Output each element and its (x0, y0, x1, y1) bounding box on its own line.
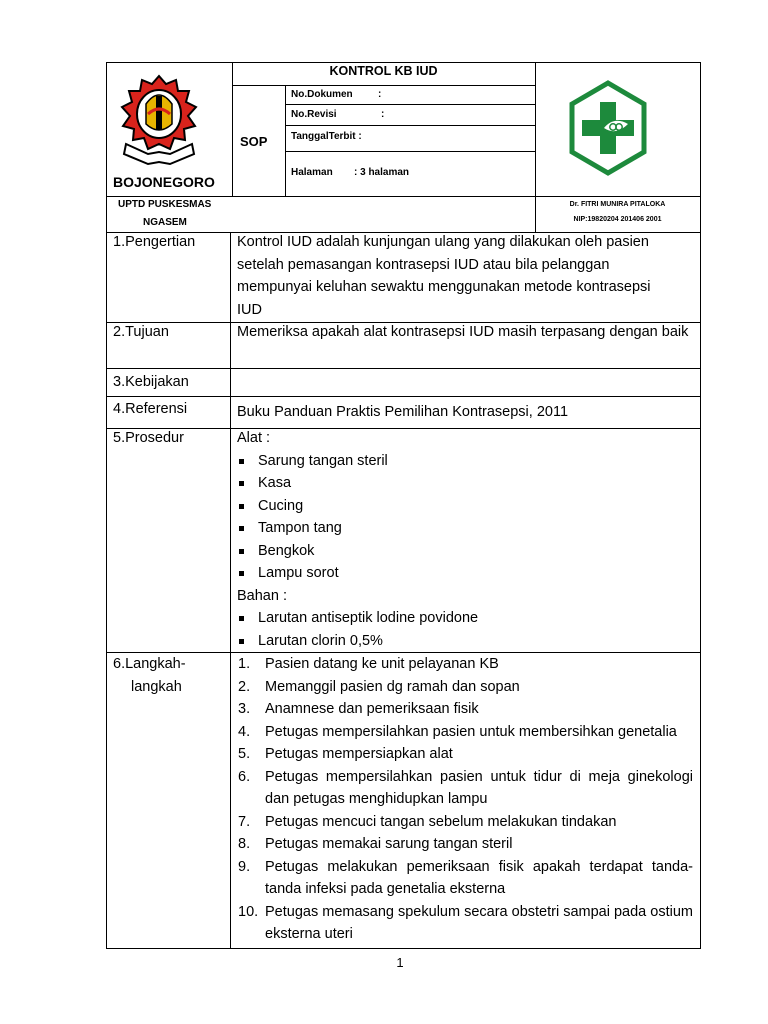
doc-field-tanggal (291, 131, 362, 142)
step-text: Petugas mempersilahkan pasien untuk membersihkan genetalia (265, 723, 677, 740)
step-item (238, 766, 693, 811)
doc-field-nodokumen (291, 89, 382, 100)
alat-item: Kasa (237, 472, 687, 495)
unit-name-line1: UPTD PUSKESMAS (118, 199, 212, 210)
step-item (238, 698, 693, 721)
doc-field-label: No.Dokumen (291, 89, 353, 100)
section-label-referensi: 4.Referensi (113, 401, 188, 417)
step-item (238, 856, 693, 901)
section-text-pengertian: Kontrol IUD adalah kunjungan ulang yang dilakukan oleh pasien setelah pemasangan kontrasepsi IUD atau bila pelanggan mempunyai keluhan sewaktu menggunakan metode kontrasepsi IUD (237, 234, 651, 318)
section-label-line2: langkah (131, 678, 182, 695)
step-number: 8. (238, 836, 251, 852)
alat-item: Cucing (237, 495, 687, 518)
section-label-pengertian: 1.Pengertian (113, 234, 196, 250)
bahan-list (237, 607, 687, 652)
alat-item: Tampon tang (237, 517, 687, 540)
doc-field-value: : 3 halaman (354, 167, 410, 178)
step-item (238, 653, 693, 676)
step-number: 6. (238, 768, 251, 785)
step-number: 3. (238, 701, 251, 717)
section-label-kebijakan: 3.Kebijakan (113, 374, 189, 390)
signer-name: Dr. FITRI MUNIRA PITALOKA (569, 201, 666, 208)
doc-field-label: Halaman (291, 167, 333, 178)
step-item (238, 833, 693, 856)
step-text: Petugas mencuci tangan sebelum melakukan tindakan (265, 813, 617, 830)
alat-item: Lampu sorot (237, 562, 687, 585)
step-text: Memanggil pasien dg ramah dan sopan (265, 678, 520, 695)
step-number: 10. (238, 903, 259, 920)
section-label-langkah (113, 653, 186, 698)
step-number: 5. (238, 746, 251, 762)
step-number: 4. (238, 723, 251, 740)
health-cross-icon (568, 80, 648, 176)
step-item (238, 676, 693, 699)
alat-list (237, 450, 687, 585)
step-text: Petugas melakukan pemeriksaan fisik apakah terdapat tanda-tanda infeksi pada genetalia eksterna (265, 858, 693, 897)
step-text: Anamnese dan pemeriksaan fisik (265, 701, 479, 717)
bahan-item: Larutan clorin 0,5% (237, 630, 687, 653)
step-text: Pasien datang ke unit pelayanan KB (265, 656, 499, 672)
doc-field-value: : (381, 109, 385, 120)
doc-field-label: TanggalTerbit : (291, 131, 362, 142)
step-text: Petugas mempersilahkan pasien untuk tidur di meja ginekologi dan petugas menghidupkan lampu (265, 768, 693, 807)
bahan-item: Larutan antiseptik lodine povidone (237, 607, 687, 630)
puskesmas-logo (568, 80, 648, 176)
section-label-prosedur: 5.Prosedur (113, 430, 184, 446)
bahan-heading: Bahan : (237, 587, 287, 604)
section-text-tujuan: Memeriksa apakah alat kontrasepsi IUD masih terpasang dengan baik (237, 324, 689, 340)
document-title: KONTROL KB IUD (329, 64, 438, 78)
sop-label: SOP (240, 134, 268, 149)
region-name: BOJONEGORO (113, 174, 215, 190)
step-text: Petugas memakai sarung tangan steril (265, 836, 513, 852)
step-item (238, 721, 693, 744)
step-number: 9. (238, 858, 251, 875)
step-text: Petugas mempersiapkan alat (265, 746, 453, 762)
alat-item: Bengkok (237, 540, 687, 563)
alat-item: Sarung tangan steril (237, 450, 687, 473)
section-text-referensi: Buku Panduan Praktis Pemilihan Kontrasepsi, 2011 (237, 404, 569, 420)
signer-nip: NIP:19820204 201406 2001 (573, 216, 662, 223)
bojonegoro-logo (118, 74, 200, 166)
doc-field-label: No.Revisi (291, 109, 337, 120)
page-number: 1 (396, 955, 404, 970)
step-number: 1. (238, 656, 251, 672)
doc-field-norevisi (291, 109, 385, 120)
prosedur-content (237, 427, 687, 652)
step-text: Petugas memasang spekulum secara obstetri sampai pada ostium eksterna uteri (265, 903, 693, 942)
section-label-tujuan: 2.Tujuan (113, 324, 169, 340)
step-item (238, 811, 693, 834)
step-number: 2. (238, 678, 251, 695)
doc-field-halaman (291, 167, 410, 178)
step-number: 7. (238, 813, 251, 830)
section-label-line1: 6.Langkah- (113, 656, 186, 672)
crest-icon (118, 74, 200, 166)
unit-name-line2: NGASEM (143, 217, 187, 228)
step-item (238, 743, 693, 766)
alat-heading: Alat : (237, 430, 271, 446)
langkah-content (238, 653, 693, 946)
step-item (238, 901, 693, 946)
steps-list (238, 653, 693, 946)
doc-field-value: : (378, 89, 382, 100)
